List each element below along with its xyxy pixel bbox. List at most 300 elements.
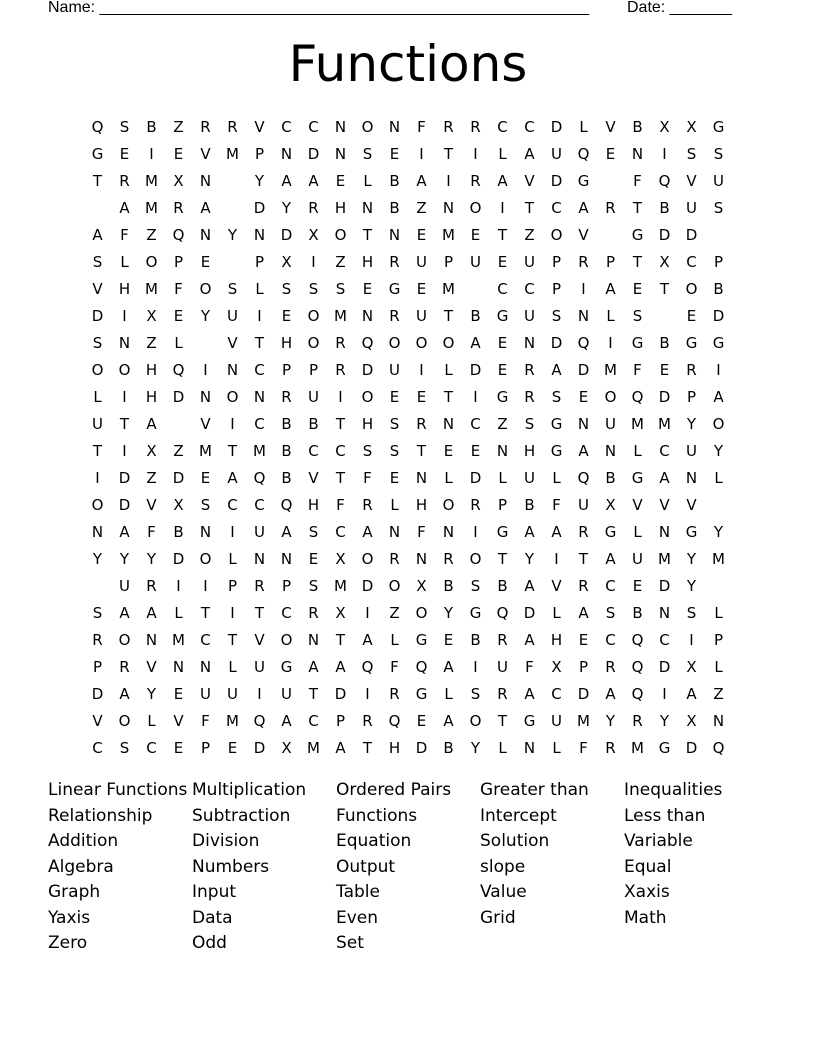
grid-cell: E	[632, 280, 643, 298]
grid-cell: L	[498, 469, 507, 487]
grid-cell: A	[281, 712, 292, 730]
grid-cell: S	[92, 604, 103, 622]
grid-cell: G	[631, 226, 644, 244]
grid-cell: N	[253, 388, 266, 406]
grid-cell: B	[470, 307, 481, 325]
word-bank-item: Value	[480, 882, 527, 902]
grid-cell: Q	[658, 172, 671, 190]
grid-cell: Q	[496, 604, 509, 622]
grid-cell: Z	[416, 199, 427, 217]
grid-cell: O	[91, 361, 104, 379]
grid-cell: O	[415, 334, 428, 352]
grid-cell: D	[91, 307, 104, 325]
grid-cell: Z	[335, 253, 346, 271]
grid-cell: O	[361, 388, 374, 406]
grid-cell: F	[525, 658, 534, 676]
grid-cell: X	[281, 253, 292, 271]
grid-cell: I	[257, 307, 262, 325]
grid-cell: Q	[631, 658, 644, 676]
grid-cell: Y	[470, 739, 481, 757]
grid-cell: R	[524, 388, 535, 406]
grid-cell: A	[605, 550, 616, 568]
grid-cell: C	[659, 442, 670, 460]
grid-cell: M	[658, 550, 671, 568]
grid-cell: P	[443, 253, 454, 271]
grid-cell: I	[230, 523, 235, 541]
grid-cell: R	[362, 712, 373, 730]
grid-cell: T	[632, 199, 643, 217]
grid-cell: D	[91, 685, 104, 703]
grid-cell: V	[146, 496, 157, 514]
grid-cell: N	[496, 442, 509, 460]
grid-cell: O	[307, 307, 320, 325]
grid-cell: C	[686, 253, 697, 271]
grid-cell: S	[281, 280, 292, 298]
grid-cell: A	[686, 685, 697, 703]
grid-cell: N	[199, 388, 212, 406]
grid-cell: B	[146, 118, 157, 136]
grid-cell: Y	[146, 550, 157, 568]
grid-cell: Y	[281, 199, 292, 217]
grid-cell: R	[632, 712, 643, 730]
grid-cell: Y	[659, 712, 670, 730]
grid-cell: P	[551, 280, 562, 298]
grid-cell: Z	[173, 442, 184, 460]
grid-cell: P	[497, 496, 508, 514]
grid-cell: R	[335, 361, 346, 379]
grid-cell: B	[632, 604, 643, 622]
grid-cell: N	[280, 550, 293, 568]
grid-cell: V	[659, 496, 670, 514]
grid-cell: V	[551, 577, 562, 595]
grid-cell: F	[201, 712, 210, 730]
grid-cell: P	[686, 388, 697, 406]
grid-cell: T	[92, 172, 103, 190]
word-bank-item: Graph	[48, 882, 101, 902]
grid-cell: G	[91, 145, 104, 163]
grid-row	[84, 222, 732, 249]
grid-cell: A	[443, 712, 454, 730]
grid-cell: U	[227, 685, 238, 703]
grid-cell: R	[605, 658, 616, 676]
grid-cell: R	[443, 118, 454, 136]
grid-cell: B	[470, 631, 481, 649]
grid-cell: L	[498, 739, 507, 757]
grid-cell: E	[443, 442, 454, 460]
grid-cell: I	[662, 145, 667, 163]
grid-cell: F	[120, 226, 129, 244]
grid-cell: R	[92, 631, 103, 649]
grid-cell: T	[497, 550, 508, 568]
grid-cell: Q	[577, 145, 590, 163]
word-bank-item: Output	[336, 856, 396, 877]
grid-cell: N	[442, 199, 455, 217]
grid-cell: I	[473, 388, 478, 406]
grid-row	[84, 168, 732, 195]
grid-cell: D	[307, 145, 320, 163]
grid-cell: L	[633, 442, 642, 460]
grid-cell: B	[605, 469, 616, 487]
grid-cell: I	[365, 685, 370, 703]
grid-cell: Y	[686, 415, 697, 433]
grid-cell: I	[122, 307, 127, 325]
grid-cell: L	[390, 631, 399, 649]
grid-cell: L	[444, 361, 453, 379]
word-bank-item: Numbers	[192, 856, 270, 877]
grid-cell: H	[415, 496, 428, 514]
grid-cell: T	[497, 712, 508, 730]
grid-cell: U	[389, 361, 400, 379]
grid-cell: F	[363, 469, 372, 487]
grid-cell: Y	[443, 604, 454, 622]
grid-cell: V	[92, 280, 103, 298]
grid-cell: S	[470, 685, 481, 703]
grid-cell: D	[685, 226, 698, 244]
grid-row	[84, 681, 732, 708]
grid-cell: E	[173, 685, 184, 703]
grid-cell: M	[226, 712, 239, 730]
grid-cell: G	[388, 280, 401, 298]
grid-cell: U	[605, 415, 616, 433]
grid-cell: Z	[173, 118, 184, 136]
grid-cell: B	[308, 415, 319, 433]
word-bank-item: Input	[192, 882, 237, 902]
grid-cell: M	[334, 577, 347, 595]
grid-cell: S	[605, 604, 616, 622]
word-bank-column	[624, 778, 768, 957]
grid-cell	[219, 195, 246, 222]
grid-cell: O	[469, 199, 482, 217]
grid-cell: U	[686, 199, 697, 217]
grid-cell: B	[281, 469, 292, 487]
grid-cell: V	[686, 172, 697, 190]
grid-cell: V	[254, 631, 265, 649]
grid-cell: C	[146, 739, 157, 757]
word-bank-item: Intercept	[480, 805, 557, 826]
grid-cell: P	[713, 631, 724, 649]
grid-cell: I	[203, 361, 208, 379]
word-bank-item: Division	[192, 831, 260, 851]
grid-cell: R	[578, 577, 589, 595]
word-bank-item: Inequalities	[624, 780, 723, 800]
grid-cell: C	[227, 496, 238, 514]
grid-cell: R	[578, 253, 589, 271]
grid-cell: A	[578, 199, 589, 217]
grid-cell: N	[199, 226, 212, 244]
grid-cell: N	[334, 118, 347, 136]
grid-cell: Q	[631, 388, 644, 406]
grid-cell: Q	[577, 334, 590, 352]
grid-cell: Y	[119, 550, 130, 568]
grid-cell: D	[469, 469, 482, 487]
grid-cell: G	[496, 388, 509, 406]
page-title: Functions	[288, 35, 528, 93]
grid-cell: V	[227, 334, 238, 352]
grid-cell: P	[200, 739, 211, 757]
grid-cell: Y	[92, 550, 103, 568]
grid-cell: N	[199, 523, 212, 541]
grid-cell: N	[631, 145, 644, 163]
grid-cell: D	[550, 172, 563, 190]
grid-cell: F	[633, 361, 642, 379]
grid-cell: H	[361, 253, 374, 271]
grid-cell: S	[524, 415, 535, 433]
word-bank-item: Set	[336, 933, 364, 953]
grid-cell: R	[524, 361, 535, 379]
grid-cell: N	[91, 523, 104, 541]
grid-cell: T	[578, 550, 589, 568]
grid-cell: X	[281, 739, 292, 757]
grid-cell: D	[550, 118, 563, 136]
grid-cell: U	[281, 685, 292, 703]
grid-cell: N	[145, 631, 158, 649]
grid-cell: N	[442, 415, 455, 433]
grid-cell: O	[442, 496, 455, 514]
grid-cell: E	[200, 469, 211, 487]
grid-cell: N	[415, 550, 428, 568]
grid-cell: T	[92, 442, 103, 460]
grid-row	[84, 654, 732, 681]
word-bank-item: Even	[336, 907, 379, 928]
grid-cell: O	[469, 712, 482, 730]
grid-cell: C	[200, 631, 211, 649]
grid-cell: C	[524, 280, 535, 298]
word-bank-item: Math	[624, 907, 667, 928]
grid-cell: C	[281, 118, 292, 136]
grid-cell: E	[659, 361, 670, 379]
grid-cell: S	[92, 334, 103, 352]
grid-cell: R	[416, 415, 427, 433]
grid-cell: U	[200, 685, 211, 703]
word-bank-item: Yaxis	[48, 907, 91, 928]
grid-cell: S	[92, 253, 103, 271]
grid-cell: N	[253, 550, 266, 568]
grid-cell: A	[308, 172, 319, 190]
grid-cell: L	[228, 658, 237, 676]
grid-cell: S	[632, 307, 643, 325]
grid-cell: Q	[253, 712, 266, 730]
grid-cell: V	[92, 712, 103, 730]
word-bank-item: Linear Functions	[48, 780, 188, 800]
grid-cell: N	[388, 226, 401, 244]
grid-cell: F	[417, 523, 426, 541]
grid-cell: I	[500, 199, 505, 217]
grid-cell: G	[415, 631, 428, 649]
name-field: Name: _______________________________________________________	[48, 0, 589, 16]
grid-cell: Q	[631, 685, 644, 703]
word-bank-item: Ordered Pairs	[336, 780, 452, 800]
grid-cell: B	[443, 739, 454, 757]
grid-cell: E	[578, 631, 589, 649]
grid-cell: D	[550, 334, 563, 352]
grid-cell: E	[497, 334, 508, 352]
grid-row	[84, 465, 732, 492]
grid-cell: I	[338, 388, 343, 406]
grid-cell: T	[416, 442, 427, 460]
grid-cell: O	[604, 388, 617, 406]
grid-cell: T	[200, 604, 211, 622]
grid-cell: O	[388, 334, 401, 352]
grid-cell: E	[308, 550, 319, 568]
grid-cell: I	[446, 172, 451, 190]
grid-cell: O	[550, 226, 563, 244]
grid-cell: S	[227, 280, 238, 298]
grid-cell: R	[389, 685, 400, 703]
grid-cell: L	[444, 469, 453, 487]
grid-cell: A	[281, 172, 292, 190]
grid-cell: R	[686, 361, 697, 379]
grid-cell: R	[227, 118, 238, 136]
grid-cell: F	[579, 739, 588, 757]
grid-cell: Y	[146, 685, 157, 703]
grid-cell: R	[470, 118, 481, 136]
grid-cell: T	[335, 631, 346, 649]
grid-cell: S	[362, 442, 373, 460]
grid-cell: Q	[361, 334, 374, 352]
grid-cell: B	[713, 280, 724, 298]
grid-cell: N	[523, 739, 536, 757]
grid-cell: E	[443, 631, 454, 649]
grid-row	[84, 141, 732, 168]
grid-cell: R	[605, 199, 616, 217]
grid-cell: V	[578, 226, 589, 244]
grid-row	[84, 114, 732, 141]
grid-cell: D	[334, 685, 347, 703]
grid-cell: O	[442, 334, 455, 352]
grid-cell: R	[443, 550, 454, 568]
word-bank-item: Multiplication	[192, 780, 307, 800]
grid-cell: C	[524, 118, 535, 136]
grid-cell: Y	[524, 550, 535, 568]
grid-cell: R	[389, 253, 400, 271]
grid-row	[84, 357, 732, 384]
grid-cell: B	[389, 199, 400, 217]
grid-cell: B	[659, 199, 670, 217]
grid-cell: E	[416, 280, 427, 298]
grid-cell: S	[389, 415, 400, 433]
grid-cell: E	[389, 469, 400, 487]
grid-cell: S	[551, 388, 562, 406]
grid-cell: E	[200, 253, 211, 271]
grid-cell: Q	[253, 469, 266, 487]
grid-cell: D	[577, 361, 590, 379]
grid-cell: M	[253, 442, 266, 460]
grid-cell: N	[685, 469, 698, 487]
grid-cell: N	[172, 658, 185, 676]
grid-cell: R	[578, 523, 589, 541]
grid-cell: Q	[415, 658, 428, 676]
grid-cell	[705, 492, 732, 519]
grid-cell: M	[172, 631, 185, 649]
grid-cell: I	[419, 361, 424, 379]
grid-row	[84, 330, 732, 357]
grid-cell: E	[335, 172, 346, 190]
grid-cell: E	[173, 739, 184, 757]
grid-cell: S	[713, 145, 724, 163]
grid-cell: N	[361, 307, 374, 325]
grid-cell: D	[361, 577, 374, 595]
grid-cell: E	[497, 253, 508, 271]
grid-row	[84, 627, 732, 654]
grid-cell: E	[227, 739, 238, 757]
grid-cell: A	[497, 172, 508, 190]
grid-cell: L	[579, 118, 588, 136]
grid-cell: D	[712, 307, 725, 325]
grid-cell: X	[308, 226, 319, 244]
grid-row	[84, 411, 732, 438]
grid-cell: G	[685, 523, 698, 541]
grid-cell: R	[308, 199, 319, 217]
grid-cell: G	[496, 523, 509, 541]
grid-cell: C	[605, 577, 616, 595]
grid-cell: D	[577, 685, 590, 703]
grid-cell: C	[551, 685, 562, 703]
grid-cell: M	[658, 415, 671, 433]
grid-cell: V	[173, 712, 184, 730]
grid-cell: A	[92, 226, 103, 244]
grid-cell: U	[254, 523, 265, 541]
grid-cell: H	[550, 631, 563, 649]
grid-cell: N	[118, 334, 131, 352]
grid-cell: U	[416, 253, 427, 271]
grid-cell: S	[335, 280, 346, 298]
grid-cell: M	[442, 226, 455, 244]
grid-cell: L	[552, 604, 561, 622]
grid-cell: R	[200, 118, 211, 136]
grid-cell: V	[146, 658, 157, 676]
grid-cell: M	[145, 199, 158, 217]
grid-cell: A	[605, 685, 616, 703]
grid-cell: I	[716, 361, 721, 379]
grid-cell: V	[605, 118, 616, 136]
grid-cell: A	[659, 469, 670, 487]
grid-cell: H	[523, 442, 536, 460]
grid-cell: G	[712, 334, 725, 352]
grid-cell: Q	[91, 118, 104, 136]
grid-cell	[219, 168, 246, 195]
grid-cell	[84, 573, 111, 600]
grid-cell: R	[173, 199, 184, 217]
grid-cell: M	[307, 739, 320, 757]
grid-row	[84, 708, 732, 735]
grid-cell: U	[632, 550, 643, 568]
grid-cell: P	[281, 577, 292, 595]
grid-cell: L	[120, 253, 129, 271]
grid-cell: D	[469, 361, 482, 379]
grid-cell: A	[362, 631, 373, 649]
grid-cell: F	[552, 496, 561, 514]
grid-cell: G	[577, 172, 590, 190]
grid-cell: S	[119, 739, 130, 757]
grid-cell: E	[686, 307, 697, 325]
grid-cell: Q	[577, 469, 590, 487]
grid-cell: C	[92, 739, 103, 757]
grid-cell: P	[254, 253, 265, 271]
grid-cell: D	[280, 226, 293, 244]
grid-cell: V	[308, 469, 319, 487]
grid-cell: N	[361, 199, 374, 217]
grid-cell: I	[230, 415, 235, 433]
grid-cell: U	[227, 307, 238, 325]
grid-cell: U	[578, 496, 589, 514]
grid-cell: N	[388, 523, 401, 541]
grid-cell: P	[335, 712, 346, 730]
grid-cell: R	[605, 739, 616, 757]
grid-cell: B	[632, 118, 643, 136]
grid-cell: C	[308, 442, 319, 460]
grid-cell: M	[145, 172, 158, 190]
grid-cell: Z	[146, 469, 157, 487]
